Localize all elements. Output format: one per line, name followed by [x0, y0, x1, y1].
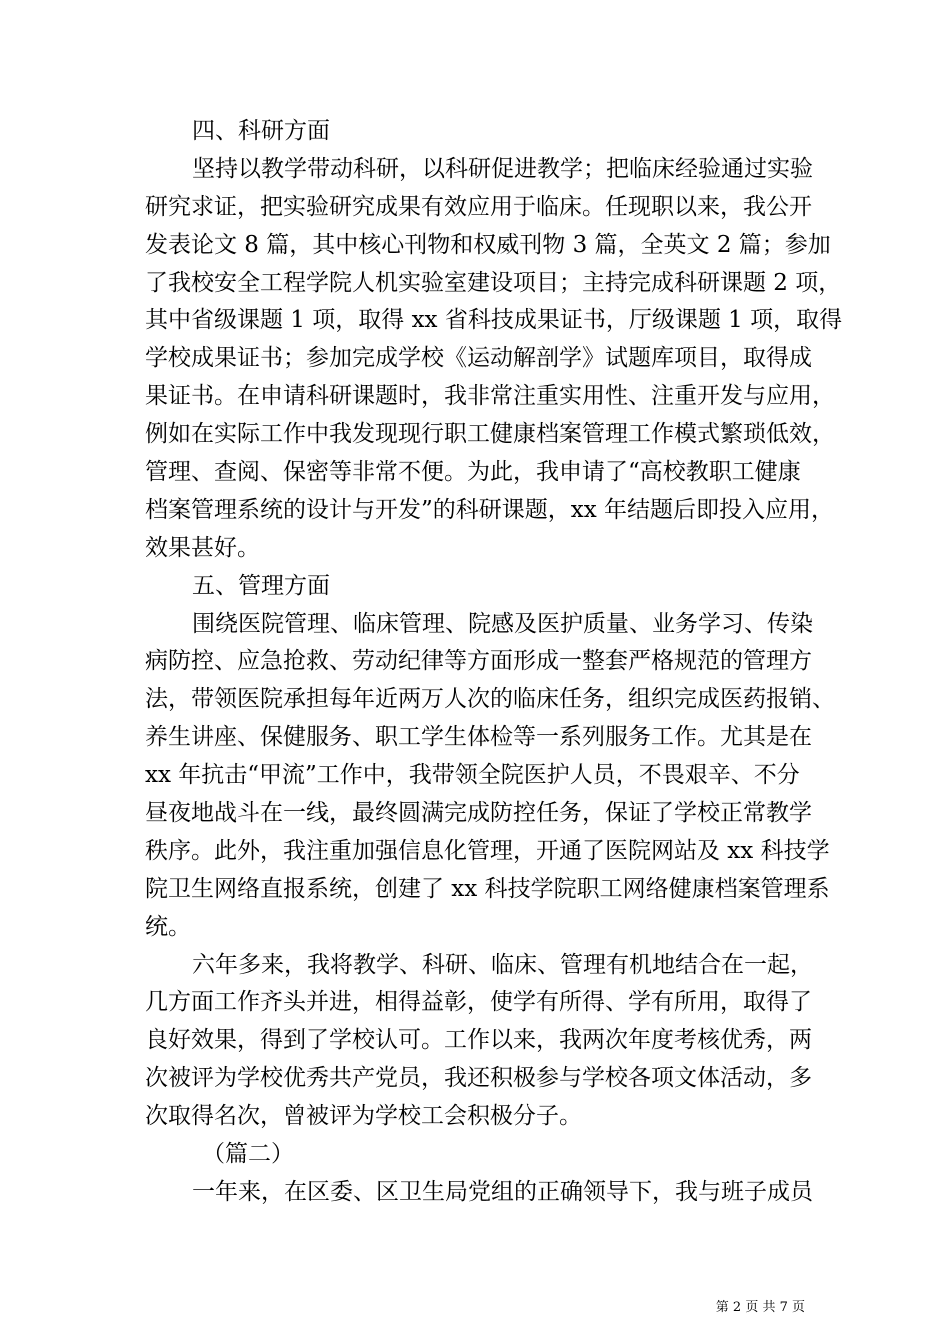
paragraph-line: 学校成果证书；参加完成学校《运动解剖学》试题库项目，取得成	[145, 345, 812, 372]
page-number-footer: 第 2 页 共 7 页	[715, 1300, 805, 1315]
paragraph-line: 六年多来，我将教学、科研、临床、管理有机地结合在一起，	[192, 951, 813, 978]
paragraph-line: 昼夜地战斗在一线，最终圆满完成防控任务，保证了学校正常教学	[145, 800, 812, 827]
paragraph-line: 法，带领医院承担每年近两万人次的临床任务，组织完成医药报销、	[145, 686, 835, 713]
document-body	[145, 113, 843, 1212]
part-heading: （篇二）	[202, 1141, 294, 1168]
paragraph-line: 了我校安全工程学院人机实验室建设项目；主持完成科研课题 2 项，	[145, 269, 842, 296]
paragraph-line: 几方面工作齐头并进，相得益彰，使学有所得、学有所用，取得了	[145, 989, 812, 1016]
paragraph-line: 养生讲座、保健服务、职工学生体检等一系列服务工作。尤其是在	[145, 724, 812, 751]
paragraph-line: 病防控、应急抢救、劳动纪律等方面形成一整套严格规范的管理方	[145, 648, 812, 675]
paragraph-line: 秩序。此外，我注重加强信息化管理，开通了医院网站及 xx 科技学	[145, 837, 830, 864]
section-heading-management: 五、管理方面	[192, 572, 330, 599]
paragraph-line: 其中省级课题 1 项，取得 xx 省科技成果证书，厅级课题 1 项，取得	[145, 307, 843, 334]
paragraph-line: 次取得名次，曾被评为学校工会积极分子。	[145, 1103, 582, 1130]
paragraph-line: xx 年抗击“甲流”工作中，我带领全院医护人员，不畏艰辛、不分	[145, 762, 800, 789]
paragraph-line: 院卫生网络直报系统，创建了 xx 科技学院职工网络健康档案管理系	[145, 875, 830, 902]
paragraph-line: 围绕医院管理、临床管理、院感及医护质量、业务学习、传染	[192, 610, 813, 637]
paragraph-line: 研究求证，把实验研究成果有效应用于临床。任现职以来，我公开	[145, 193, 812, 220]
paragraph-line: 档案管理系统的设计与开发”的科研课题，xx 年结题后即投入应用，	[145, 496, 835, 523]
paragraph-line: 例如在实际工作中我发现现行职工健康档案管理工作模式繁琐低效，	[145, 421, 835, 448]
paragraph-line: 坚持以教学带动科研，以科研促进教学；把临床经验通过实验	[192, 155, 813, 182]
paragraph-line: 良好效果，得到了学校认可。工作以来，我两次年度考核优秀，两	[145, 1027, 812, 1054]
paragraph-line: 发表论文 8 篇，其中核心刊物和权威刊物 3 篇，全英文 2 篇；参加	[145, 231, 831, 258]
paragraph-line: 统。	[145, 913, 191, 940]
paragraph-line: 一年来，在区委、区卫生局党组的正确领导下，我与班子成员	[192, 1178, 813, 1205]
paragraph-line: 管理、查阅、保密等非常不便。为此，我申请了“高校教职工健康	[145, 459, 801, 486]
paragraph-line: 次被评为学校优秀共产党员，我还积极参与学校各项文体活动，多	[145, 1065, 812, 1092]
paragraph-line: 效果甚好。	[145, 534, 260, 561]
paragraph-line: 果证书。在申请科研课题时，我非常注重实用性、注重开发与应用，	[145, 383, 835, 410]
section-heading-research: 四、科研方面	[192, 118, 330, 144]
